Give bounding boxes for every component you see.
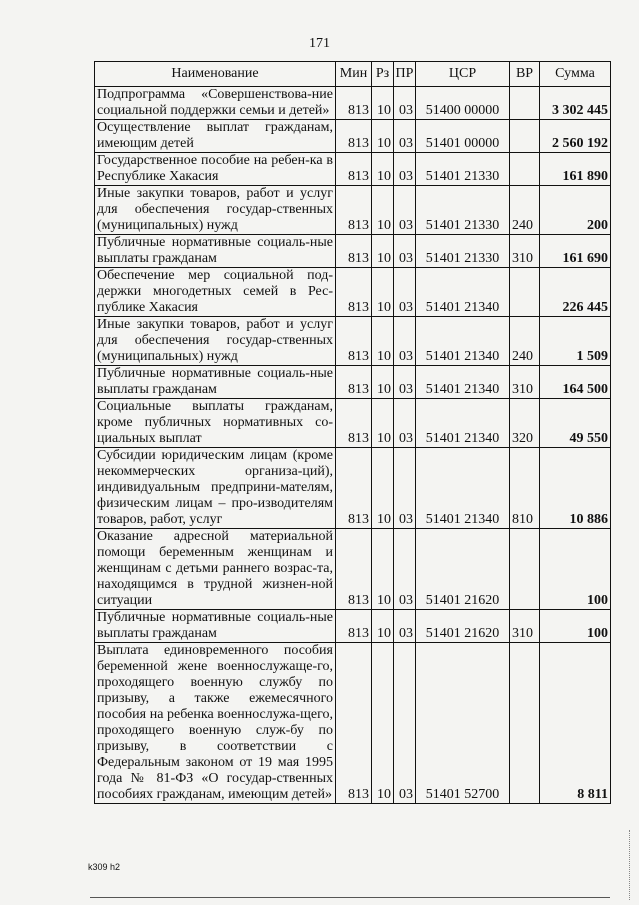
row-csr: 51401 00000 — [416, 120, 510, 153]
page-edge-divider — [629, 830, 631, 900]
row-csr: 51401 21330 — [416, 186, 510, 235]
row-pr: 03 — [394, 235, 416, 268]
row-sum: 161 690 — [540, 235, 611, 268]
row-min: 813 — [336, 529, 372, 610]
row-pr: 03 — [394, 87, 416, 120]
row-sum: 100 — [540, 529, 611, 610]
row-name: Государственное пособие на ребен-ка в Республике Хакасия — [95, 153, 336, 186]
row-min: 813 — [336, 399, 372, 448]
row-pr: 03 — [394, 317, 416, 366]
row-sum: 10 886 — [540, 448, 611, 529]
row-vr — [510, 529, 540, 610]
row-csr: 51401 21340 — [416, 268, 510, 317]
row-name: Публичные нормативные социаль-ные выплаты гражданам — [95, 610, 336, 643]
row-csr: 51401 52700 — [416, 643, 510, 804]
row-sum: 2 560 192 — [540, 120, 611, 153]
row-pr: 03 — [394, 643, 416, 804]
table-row — [95, 610, 611, 643]
row-min: 813 — [336, 235, 372, 268]
row-min: 813 — [336, 317, 372, 366]
row-pr: 03 — [394, 268, 416, 317]
header-vr: ВР — [510, 62, 540, 87]
row-csr: 51401 21620 — [416, 610, 510, 643]
row-sum: 226 445 — [540, 268, 611, 317]
header-min: Мин — [336, 62, 372, 87]
row-rz: 10 — [372, 317, 394, 366]
footer-divider — [90, 897, 610, 898]
row-csr: 51401 21330 — [416, 153, 510, 186]
table-row — [95, 120, 611, 153]
row-name: Иные закупки товаров, работ и услуг для обеспечения государ-ственных (муниципальных) нужд — [95, 186, 336, 235]
row-name: Иные закупки товаров, работ и услуг для обеспечения государ-ственных (муниципальных) нужд — [95, 317, 336, 366]
row-sum: 1 509 — [540, 317, 611, 366]
row-rz: 10 — [372, 643, 394, 804]
row-sum: 3 302 445 — [540, 87, 611, 120]
row-name: Социальные выплаты гражданам, кроме публичных нормативных со-циальных выплат — [95, 399, 336, 448]
row-name: Публичные нормативные социаль-ные выплаты гражданам — [95, 235, 336, 268]
row-vr: 320 — [510, 399, 540, 448]
row-vr — [510, 268, 540, 317]
row-name: Субсидии юридическим лицам (кроме некоммерческих организа-ций), индивидуальным предприни-мателям, физическим лицам – про-изводителям товаров, работ, услуг — [95, 448, 336, 529]
page-number: 171 — [309, 36, 330, 51]
row-csr: 51401 21340 — [416, 317, 510, 366]
row-rz: 10 — [372, 448, 394, 529]
table-row — [95, 268, 611, 317]
row-csr: 51401 21340 — [416, 448, 510, 529]
row-min: 813 — [336, 643, 372, 804]
row-pr: 03 — [394, 448, 416, 529]
row-rz: 10 — [372, 153, 394, 186]
budget-table — [94, 61, 611, 804]
row-vr — [510, 120, 540, 153]
row-csr: 51400 00000 — [416, 87, 510, 120]
row-sum: 161 890 — [540, 153, 611, 186]
row-min: 813 — [336, 366, 372, 399]
table-row — [95, 186, 611, 235]
row-rz: 10 — [372, 120, 394, 153]
row-vr: 310 — [510, 235, 540, 268]
header-csr: ЦСР — [416, 62, 510, 87]
row-vr: 810 — [510, 448, 540, 529]
table-row — [95, 153, 611, 186]
row-name: Обеспечение мер социальной под-держки многодетных семей в Рес-публике Хакасия — [95, 268, 336, 317]
row-min: 813 — [336, 153, 372, 186]
row-min: 813 — [336, 120, 372, 153]
row-min: 813 — [336, 186, 372, 235]
row-name: Выплата единовременного пособия беременной жене военнослужаще-го, проходящего военную службу по призыву, а также ежемесячного пособия на ребенка военнослужа-щего, проходящего военную служ-бу по призыву, в соответствии с Федеральным законом от 19 мая 1995 года № 81-ФЗ «О государ-ственных пособиях гражданам, имеющим детей» — [95, 643, 336, 804]
table-row — [95, 317, 611, 366]
table-row — [95, 529, 611, 610]
row-name: Публичные нормативные социаль-ные выплаты гражданам — [95, 366, 336, 399]
table-row — [95, 87, 611, 120]
row-pr: 03 — [394, 366, 416, 399]
header-sum: Сумма — [540, 62, 611, 87]
row-vr — [510, 643, 540, 804]
row-min: 813 — [336, 268, 372, 317]
row-rz: 10 — [372, 399, 394, 448]
table-row — [95, 399, 611, 448]
row-rz: 10 — [372, 610, 394, 643]
header-rz: Рз — [372, 62, 394, 87]
header-name: Наименование — [95, 62, 336, 87]
table-row — [95, 448, 611, 529]
row-sum: 100 — [540, 610, 611, 643]
row-pr: 03 — [394, 399, 416, 448]
row-min: 813 — [336, 610, 372, 643]
row-rz: 10 — [372, 366, 394, 399]
row-rz: 10 — [372, 87, 394, 120]
row-pr: 03 — [394, 186, 416, 235]
row-csr: 51401 21340 — [416, 366, 510, 399]
table-row — [95, 643, 611, 804]
table-row — [95, 366, 611, 399]
row-vr: 310 — [510, 366, 540, 399]
row-vr: 240 — [510, 317, 540, 366]
row-csr: 51401 21330 — [416, 235, 510, 268]
row-min: 813 — [336, 87, 372, 120]
row-csr: 51401 21620 — [416, 529, 510, 610]
row-vr — [510, 87, 540, 120]
row-vr — [510, 153, 540, 186]
row-rz: 10 — [372, 186, 394, 235]
row-rz: 10 — [372, 268, 394, 317]
row-rz: 10 — [372, 529, 394, 610]
row-pr: 03 — [394, 153, 416, 186]
row-vr: 310 — [510, 610, 540, 643]
row-csr: 51401 21340 — [416, 399, 510, 448]
row-pr: 03 — [394, 529, 416, 610]
table-row — [95, 235, 611, 268]
row-vr: 240 — [510, 186, 540, 235]
row-sum: 49 550 — [540, 399, 611, 448]
row-min: 813 — [336, 448, 372, 529]
row-rz: 10 — [372, 235, 394, 268]
row-sum: 200 — [540, 186, 611, 235]
header-pr: ПР — [394, 62, 416, 87]
row-pr: 03 — [394, 120, 416, 153]
table-header-row — [95, 62, 611, 87]
row-sum: 164 500 — [540, 366, 611, 399]
row-name: Подпрограмма «Совершенствова-ние социальной поддержки семьи и детей» — [95, 87, 336, 120]
row-name: Осуществление выплат гражданам, имеющим детей — [95, 120, 336, 153]
row-sum: 8 811 — [540, 643, 611, 804]
footer-code: k309 h2 — [88, 862, 121, 872]
row-name: Оказание адресной материальной помощи беременным женщинам и женщинам с детьми раннего возрас-та, находящимся в трудной жизнен-ной ситуации — [95, 529, 336, 610]
row-pr: 03 — [394, 610, 416, 643]
